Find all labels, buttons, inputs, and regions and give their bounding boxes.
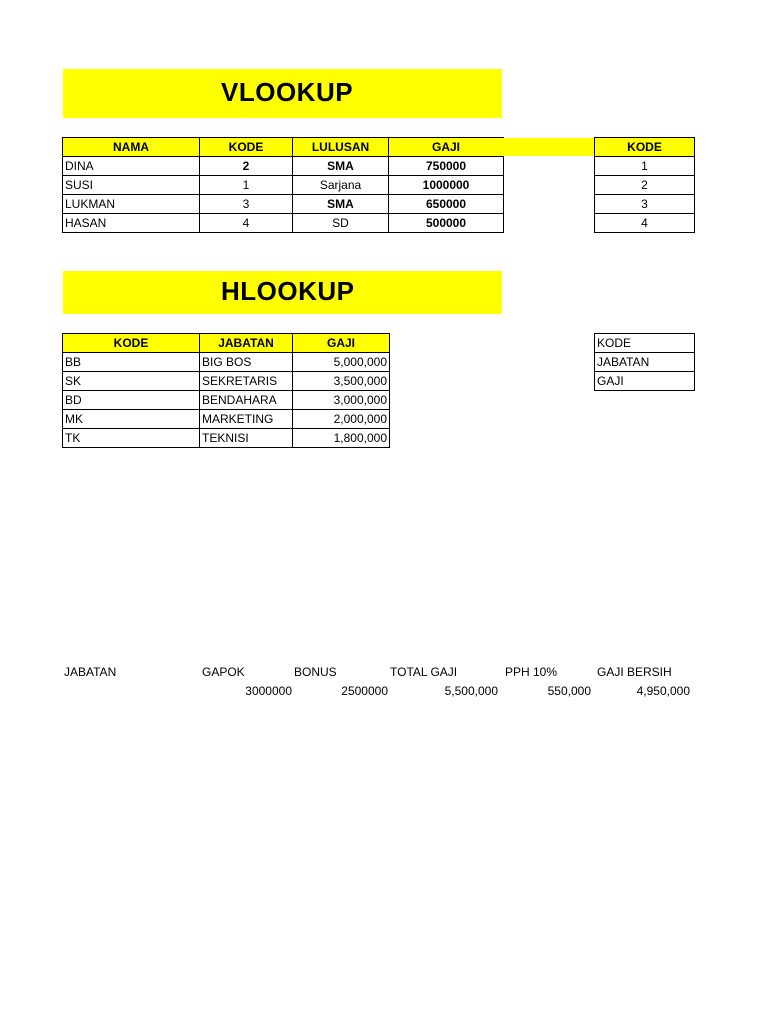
table-row — [63, 410, 390, 429]
hlookup-header-row — [63, 334, 390, 353]
cell-kode[interactable]: 1 — [200, 176, 293, 195]
cell-jabatan[interactable]: SEKRETARIS — [200, 372, 293, 391]
cell-lulusan[interactable]: SMA — [293, 195, 389, 214]
table-row — [595, 334, 695, 353]
cell-gaji[interactable]: 2,000,000 — [293, 410, 390, 429]
summary-header-gaji-bersih[interactable]: GAJI BERSIH — [597, 665, 672, 679]
kode-header[interactable]: KODE — [595, 138, 695, 157]
cell-gaji[interactable]: 1,800,000 — [293, 429, 390, 448]
summary-header-pph[interactable]: PPH 10% — [505, 665, 558, 679]
cell-gaji[interactable]: 750000 — [389, 157, 504, 176]
table-row — [63, 157, 504, 176]
table-row — [63, 391, 390, 410]
table-row — [595, 214, 695, 233]
cell-kode[interactable]: 4 — [200, 214, 293, 233]
hlookup-header-gaji[interactable]: GAJI — [293, 334, 390, 353]
vlookup-header-gaji[interactable]: GAJI — [389, 138, 504, 157]
hlookup-title: HLOOKUP — [221, 276, 355, 306]
side-label-kode[interactable]: KODE — [595, 334, 695, 353]
summary-value-bonus[interactable]: 2500000 — [341, 684, 388, 698]
summary-header-gapok[interactable]: GAPOK — [202, 665, 245, 679]
kode-value[interactable]: 2 — [595, 176, 695, 195]
cell-kode[interactable]: BB — [63, 353, 200, 372]
hlookup-table — [62, 333, 390, 448]
table-row — [63, 195, 504, 214]
vlookup-title-banner — [63, 69, 502, 118]
table-row — [63, 353, 390, 372]
vlookup-table — [62, 137, 504, 233]
kode-header-row — [595, 138, 695, 157]
kode-lookup-table — [594, 137, 695, 233]
table-row — [595, 353, 695, 372]
table-row — [63, 214, 504, 233]
cell-gaji[interactable]: 650000 — [389, 195, 504, 214]
kode-value[interactable]: 4 — [595, 214, 695, 233]
cell-kode[interactable]: MK — [63, 410, 200, 429]
cell-kode[interactable]: SK — [63, 372, 200, 391]
summary-header-jabatan[interactable]: JABATAN — [64, 665, 117, 679]
header-fill-extension — [503, 138, 595, 156]
vlookup-title: VLOOKUP — [221, 77, 354, 107]
cell-jabatan[interactable]: BIG BOS — [200, 353, 293, 372]
cell-gaji[interactable]: 3,000,000 — [293, 391, 390, 410]
cell-jabatan[interactable]: MARKETING — [200, 410, 293, 429]
kode-value[interactable]: 1 — [595, 157, 695, 176]
cell-kode[interactable]: TK — [63, 429, 200, 448]
cell-kode[interactable]: 3 — [200, 195, 293, 214]
cell-nama[interactable]: DINA — [63, 157, 200, 176]
cell-gaji[interactable]: 500000 — [389, 214, 504, 233]
hlookup-side-table — [594, 333, 695, 391]
hlookup-header-jabatan[interactable]: JABATAN — [200, 334, 293, 353]
hlookup-title-banner — [63, 271, 502, 314]
table-row — [595, 176, 695, 195]
summary-value-pph[interactable]: 550,000 — [547, 684, 591, 698]
table-row — [63, 176, 504, 195]
cell-gaji[interactable]: 1000000 — [389, 176, 504, 195]
table-row — [595, 157, 695, 176]
cell-nama[interactable]: LUKMAN — [63, 195, 200, 214]
cell-lulusan[interactable]: Sarjana — [293, 176, 389, 195]
vlookup-header-lulusan[interactable]: LULUSAN — [293, 138, 389, 157]
vlookup-header-row — [63, 138, 504, 157]
summary-value-gaji-bersih[interactable]: 4,950,000 — [636, 684, 690, 698]
side-label-gaji[interactable]: GAJI — [595, 372, 695, 391]
table-row — [595, 195, 695, 214]
cell-kode[interactable]: BD — [63, 391, 200, 410]
kode-value[interactable]: 3 — [595, 195, 695, 214]
table-row — [63, 372, 390, 391]
summary-value-total-gaji[interactable]: 5,500,000 — [444, 684, 498, 698]
summary-header-bonus[interactable]: BONUS — [294, 665, 337, 679]
cell-nama[interactable]: HASAN — [63, 214, 200, 233]
cell-lulusan[interactable]: SMA — [293, 157, 389, 176]
summary-header-total-gaji[interactable]: TOTAL GAJI — [390, 665, 458, 679]
cell-kode[interactable]: 2 — [200, 157, 293, 176]
vlookup-header-nama[interactable]: NAMA — [63, 138, 200, 157]
cell-jabatan[interactable]: TEKNISI — [200, 429, 293, 448]
cell-lulusan[interactable]: SD — [293, 214, 389, 233]
vlookup-header-kode[interactable]: KODE — [200, 138, 293, 157]
summary-value-gapok[interactable]: 3000000 — [245, 684, 292, 698]
hlookup-header-kode[interactable]: KODE — [63, 334, 200, 353]
cell-gaji[interactable]: 3,500,000 — [293, 372, 390, 391]
cell-gaji[interactable]: 5,000,000 — [293, 353, 390, 372]
table-row — [63, 429, 390, 448]
cell-nama[interactable]: SUSI — [63, 176, 200, 195]
cell-jabatan[interactable]: BENDAHARA — [200, 391, 293, 410]
table-row — [595, 372, 695, 391]
side-label-jabatan[interactable]: JABATAN — [595, 353, 695, 372]
